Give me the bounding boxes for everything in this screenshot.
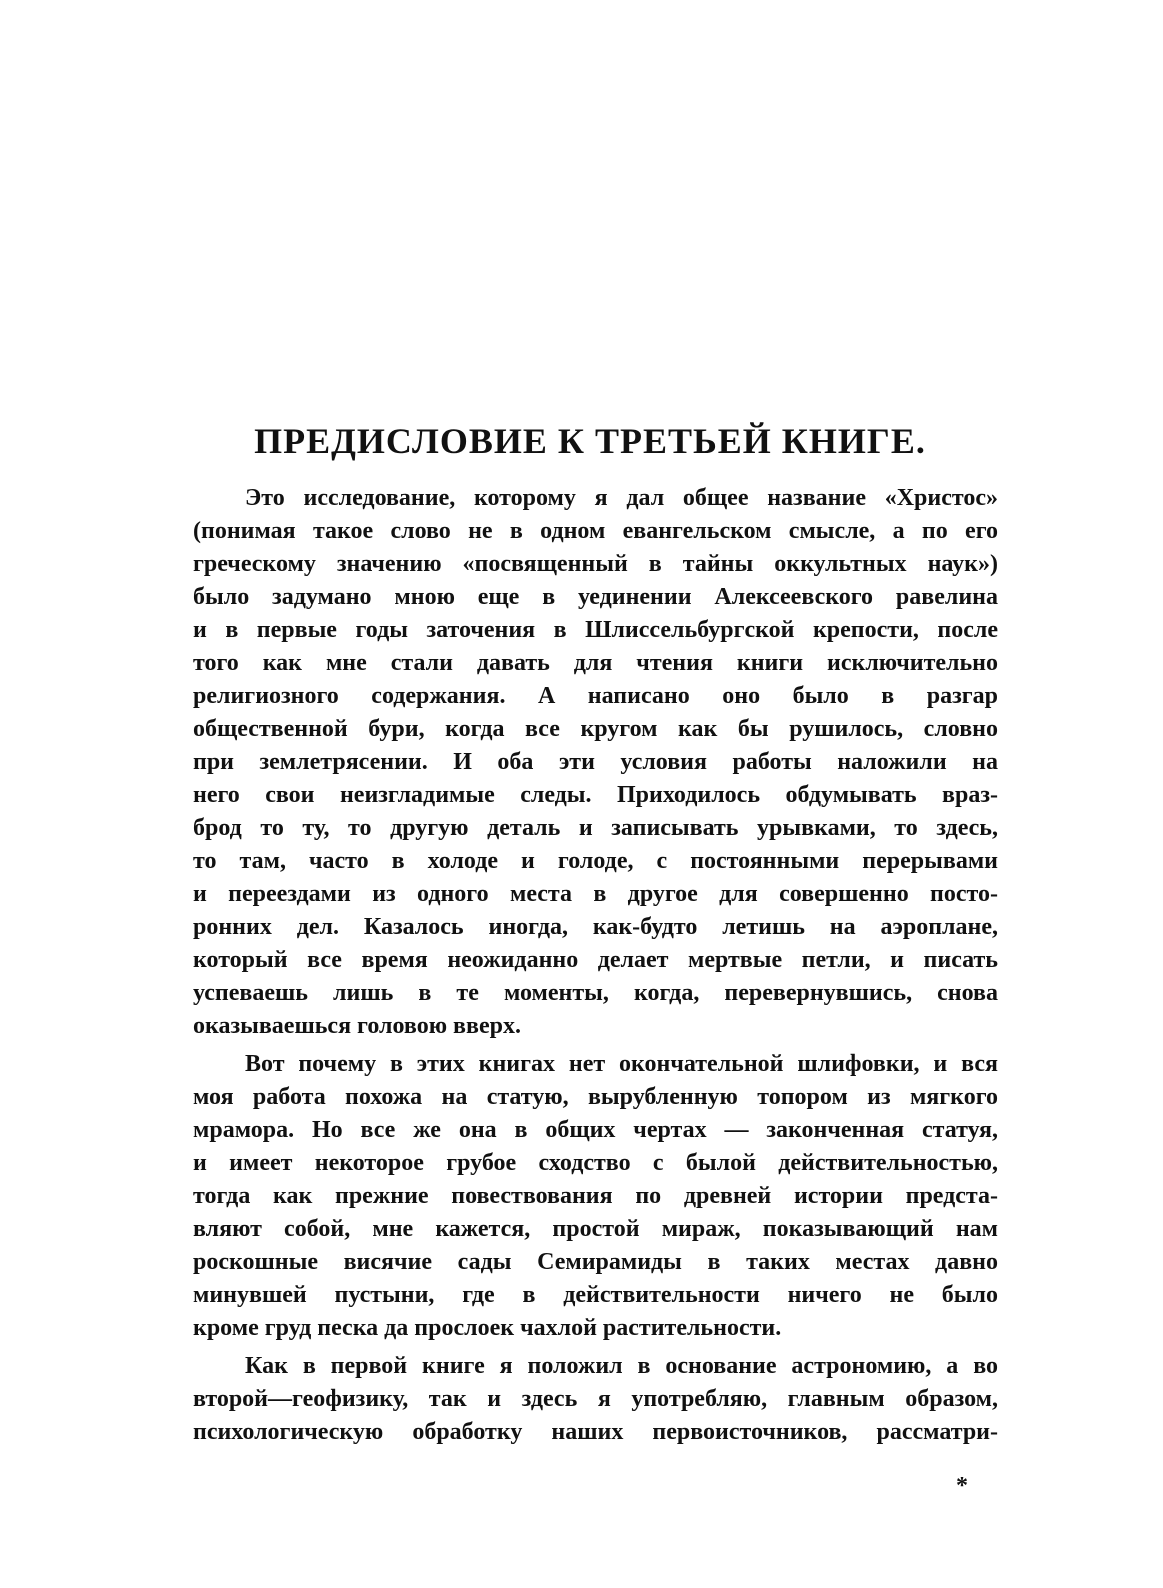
text-line: кроме груд песка да прослоек чахлой растительности. (193, 1315, 782, 1341)
text-line: тогда как прежние повествования по древней истории предста- (193, 1183, 998, 1209)
text-line: оказываешься головою вверх. (193, 1013, 521, 1039)
paragraph-2 (193, 1048, 998, 1345)
signature-mark: * (956, 1473, 968, 1499)
text-line: (понимая такое слово не в одном евангельском смысле, а по его (193, 518, 998, 544)
paragraph-1 (193, 482, 998, 1043)
text-line: и имеет некоторое грубое сходство с былой действительностью, (193, 1150, 998, 1176)
body-text (193, 482, 998, 1454)
text-line: минувшей пустыни, где в действительности ничего не было (193, 1282, 998, 1308)
text-line: вляют собой, мне кажется, простой мираж, показывающий нам (193, 1216, 998, 1242)
text-line: ронних дел. Казалось иногда, как-будто летишь на аэроплане, (193, 914, 998, 940)
text-line: было задумано мною еще в уединении Алексеевского равелина (193, 584, 998, 610)
text-line: Вот почему в этих книгах нет окончательной шлифовки, и вся (245, 1051, 998, 1077)
text-line: то там, часто в холоде и голоде, с постоянными перерывами (193, 848, 998, 874)
text-line: психологическую обработку наших первоисточников, рассматри- (193, 1419, 998, 1445)
text-line: религиозного содержания. А написано оно было в разгар (193, 683, 998, 709)
text-line: успеваешь лишь в те моменты, когда, перевернувшись, снова (193, 980, 998, 1006)
text-line: который все время неожиданно делает мертвые петли, и писать (193, 947, 998, 973)
text-line: брод то ту, то другую деталь и записывать урывками, то здесь, (193, 815, 998, 841)
text-line: второй—геофизику, так и здесь я употребляю, главным образом, (193, 1386, 998, 1412)
text-line: Это исследование, которому я дал общее название «Христос» (245, 485, 998, 511)
text-line: того как мне стали давать для чтения книги исключительно (193, 650, 998, 676)
text-line: и переездами из одного места в другое для совершенно посто- (193, 881, 998, 907)
text-line: мрамора. Но все же она в общих чертах — законченная статуя, (193, 1117, 998, 1143)
text-line: общественной бури, когда все кругом как бы рушилось, словно (193, 716, 998, 742)
text-line: греческому значению «посвященный в тайны оккультных наук») (193, 551, 998, 577)
page-title: ПРЕДИСЛОВИЕ К ТРЕТЬЕЙ КНИГЕ. (254, 421, 926, 461)
text-line: роскошные висячие сады Семирамиды в таких местах давно (193, 1249, 998, 1275)
text-line: и в первые годы заточения в Шлиссельбургской крепости, после (193, 617, 998, 643)
text-line: него свои неизгладимые следы. Приходилось обдумывать враз- (193, 782, 998, 808)
text-line: при землетрясении. И оба эти условия работы наложили на (193, 749, 998, 775)
text-line: моя работа похожа на статую, вырубленную топором из мягкого (193, 1084, 998, 1110)
text-line: Как в первой книге я положил в основание астрономию, а во (245, 1353, 998, 1379)
paragraph-3 (193, 1350, 998, 1449)
